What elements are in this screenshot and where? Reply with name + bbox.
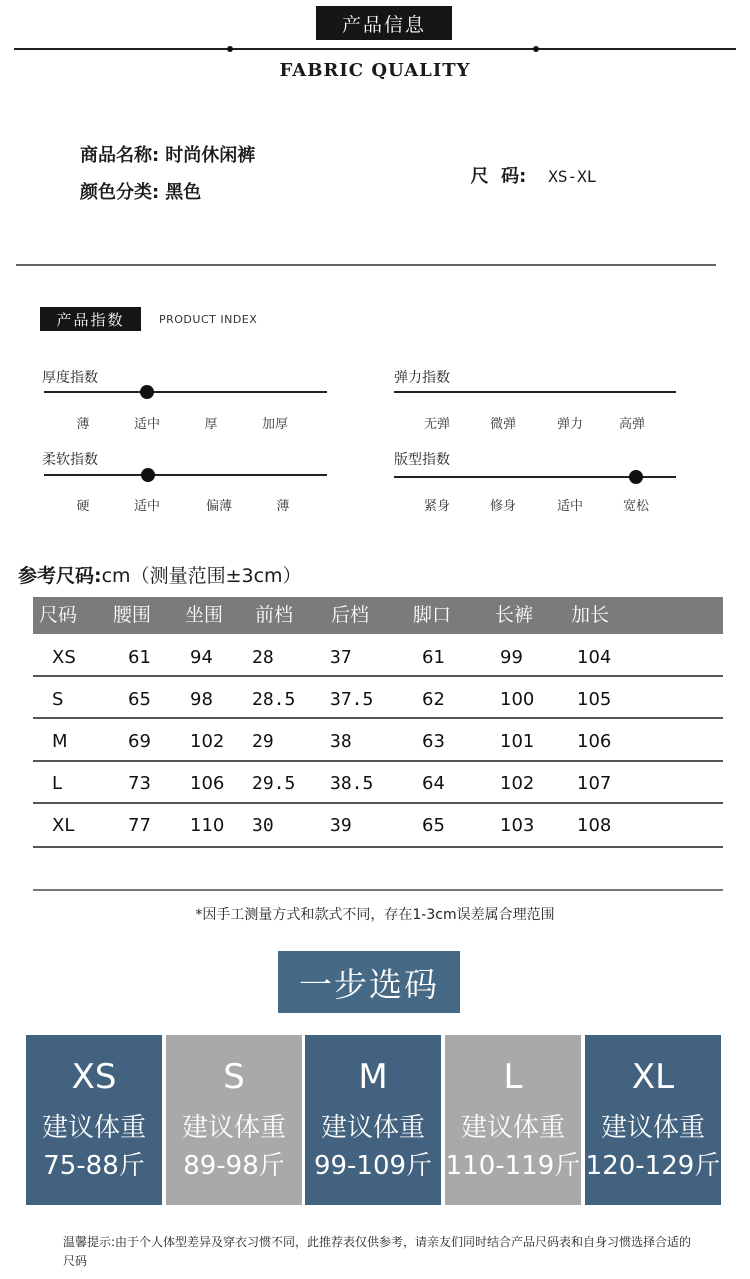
softness-index-label: 柔软指数 bbox=[42, 452, 98, 468]
column-header: 尺码 bbox=[39, 604, 78, 626]
fit-option: 修身 bbox=[489, 499, 516, 514]
table-cell: 73 bbox=[128, 773, 151, 794]
size-chart-title-bold: 参考尺码: bbox=[18, 565, 102, 587]
header-divider bbox=[14, 48, 736, 50]
size-cell: XS bbox=[52, 647, 76, 668]
product-name-label: 商品名称: bbox=[80, 145, 160, 166]
size-card-weight: 120-129斤 bbox=[585, 1151, 721, 1181]
product-index-subtitle: PRODUCT INDEX bbox=[159, 313, 258, 326]
table-cell: 77 bbox=[128, 815, 151, 836]
size-card-label: 建议体重 bbox=[320, 1113, 425, 1143]
table-cell: 28.5 bbox=[252, 689, 296, 710]
thickness-option: 适中 bbox=[133, 417, 160, 432]
thickness-index-label: 厚度指数 bbox=[42, 370, 98, 386]
size-guide-tip: 温馨提示:由于个人体型差异及穿衣习惯不同，此推荐表仅供参考，请亲友们同时结合产品尺码表和自身习惯选择合适的尺码 bbox=[63, 1235, 692, 1268]
size-card-xl bbox=[585, 1035, 721, 1205]
table-cell: 61 bbox=[128, 647, 151, 668]
fit-slider-knob bbox=[629, 470, 643, 484]
table-row-divider bbox=[33, 675, 723, 677]
measurement-note: *因手工测量方式和款式不同，存在1-3cm误差属合理范围 bbox=[195, 907, 555, 923]
section-title-product-info: 产品信息 bbox=[316, 6, 452, 40]
size-card-size: S bbox=[223, 1057, 245, 1097]
product-size-row bbox=[458, 141, 596, 188]
table-cell: 110 bbox=[190, 815, 225, 836]
size-cell: XL bbox=[52, 815, 75, 836]
thickness-slider-knob bbox=[140, 385, 154, 399]
size-card-label: 建议体重 bbox=[41, 1113, 146, 1143]
table-cell: 62 bbox=[422, 689, 445, 710]
table-cell: 104 bbox=[577, 647, 612, 668]
table-cell: 94 bbox=[190, 647, 213, 668]
table-cell: 38 bbox=[330, 731, 352, 752]
table-cell: 107 bbox=[577, 773, 612, 794]
table-cell: 64 bbox=[422, 773, 445, 794]
size-guide-title: 一步选码 bbox=[278, 951, 460, 1013]
divider-dot-left bbox=[227, 46, 233, 52]
softness-option: 偏薄 bbox=[205, 499, 232, 514]
column-header: 坐围 bbox=[185, 604, 224, 626]
divider-dot-right bbox=[533, 46, 539, 52]
elasticity-slider-track bbox=[394, 391, 676, 393]
table-cell: 30 bbox=[252, 815, 274, 836]
table-row-divider bbox=[33, 760, 723, 762]
table-row-divider bbox=[33, 717, 723, 719]
table-row-divider bbox=[33, 802, 723, 804]
column-header: 后档 bbox=[331, 604, 370, 626]
size-chart-title-unit: cm（测量范围±3cm） bbox=[101, 565, 302, 587]
info-divider bbox=[16, 264, 716, 266]
table-footer-divider bbox=[33, 889, 723, 891]
table-cell: 29 bbox=[252, 731, 274, 752]
elasticity-option: 高弹 bbox=[618, 417, 645, 432]
table-cell: 108 bbox=[577, 815, 612, 836]
softness-slider-track bbox=[44, 474, 327, 476]
size-card-weight: 99-109斤 bbox=[313, 1151, 433, 1181]
size-card-weight: 110-119斤 bbox=[445, 1151, 581, 1181]
size-card-xs bbox=[26, 1035, 162, 1205]
product-name-row bbox=[80, 141, 255, 167]
column-header: 长裤 bbox=[495, 604, 534, 626]
softness-option: 适中 bbox=[133, 499, 160, 514]
size-card-label: 建议体重 bbox=[460, 1113, 565, 1143]
table-cell: 69 bbox=[128, 731, 151, 752]
table-cell: 63 bbox=[422, 731, 445, 752]
table-cell: 28 bbox=[252, 647, 274, 668]
table-cell: 105 bbox=[577, 689, 612, 710]
thickness-option: 厚 bbox=[204, 417, 218, 432]
product-color-value: 黑色 bbox=[165, 182, 202, 203]
size-card-size: XL bbox=[631, 1057, 675, 1097]
size-card-s bbox=[166, 1035, 302, 1205]
table-cell: 39 bbox=[330, 815, 352, 836]
elasticity-index-label: 弹力指数 bbox=[394, 370, 450, 386]
table-cell: 65 bbox=[128, 689, 151, 710]
table-cell: 106 bbox=[577, 731, 612, 752]
product-size-label: 尺 码: bbox=[470, 166, 527, 187]
fit-option: 适中 bbox=[556, 499, 583, 514]
table-cell: 99 bbox=[500, 647, 523, 668]
elasticity-option: 无弹 bbox=[423, 417, 450, 432]
size-cell: L bbox=[52, 773, 63, 794]
size-card-label: 建议体重 bbox=[600, 1113, 705, 1143]
fabric-quality-heading: FABRIC QUALITY bbox=[279, 60, 471, 81]
fit-option: 宽松 bbox=[622, 499, 649, 514]
size-card-size: L bbox=[503, 1057, 523, 1097]
table-cell: 106 bbox=[190, 773, 225, 794]
product-index-title: 产品指数 bbox=[40, 307, 141, 331]
size-chart-title bbox=[18, 561, 302, 588]
size-table-header bbox=[33, 597, 723, 634]
size-card-size: M bbox=[358, 1057, 388, 1097]
size-card-l bbox=[445, 1035, 581, 1205]
size-cell: M bbox=[52, 731, 68, 752]
table-cell: 38.5 bbox=[330, 773, 374, 794]
size-cell: S bbox=[52, 689, 64, 710]
product-name-value: 时尚休闲裤 bbox=[165, 145, 256, 166]
column-header: 加长 bbox=[571, 604, 610, 626]
product-color-label: 颜色分类: bbox=[80, 182, 160, 203]
table-cell: 101 bbox=[500, 731, 535, 752]
thickness-option: 薄 bbox=[76, 417, 90, 432]
thickness-slider-track bbox=[44, 391, 327, 393]
elasticity-option: 微弹 bbox=[489, 417, 516, 432]
table-cell: 61 bbox=[422, 647, 445, 668]
size-card-label: 建议体重 bbox=[181, 1113, 286, 1143]
table-cell: 100 bbox=[500, 689, 535, 710]
softness-option: 硬 bbox=[76, 499, 90, 514]
table-cell: 98 bbox=[190, 689, 213, 710]
column-header: 前档 bbox=[255, 604, 294, 626]
table-cell: 103 bbox=[500, 815, 535, 836]
table-cell: 37 bbox=[330, 647, 352, 668]
table-row-divider bbox=[33, 846, 723, 848]
table-cell: 37.5 bbox=[330, 689, 374, 710]
softness-option: 薄 bbox=[276, 499, 290, 514]
table-cell: 29.5 bbox=[252, 773, 296, 794]
product-size-value: XS-XL bbox=[548, 167, 597, 186]
elasticity-option: 弹力 bbox=[556, 417, 583, 432]
fit-option: 紧身 bbox=[423, 499, 450, 514]
size-card-weight: 89-98斤 bbox=[183, 1151, 285, 1181]
table-cell: 65 bbox=[422, 815, 445, 836]
thickness-option: 加厚 bbox=[261, 417, 288, 432]
softness-slider-knob bbox=[141, 468, 155, 482]
product-color-row bbox=[80, 178, 201, 204]
column-header: 腰围 bbox=[113, 604, 152, 626]
table-cell: 102 bbox=[190, 731, 225, 752]
size-card-size: XS bbox=[71, 1057, 117, 1097]
table-cell: 102 bbox=[500, 773, 535, 794]
fit-index-label: 版型指数 bbox=[394, 452, 450, 468]
size-card-weight: 75-88斤 bbox=[43, 1151, 145, 1181]
size-card-m bbox=[305, 1035, 441, 1205]
column-header: 脚口 bbox=[413, 604, 452, 626]
